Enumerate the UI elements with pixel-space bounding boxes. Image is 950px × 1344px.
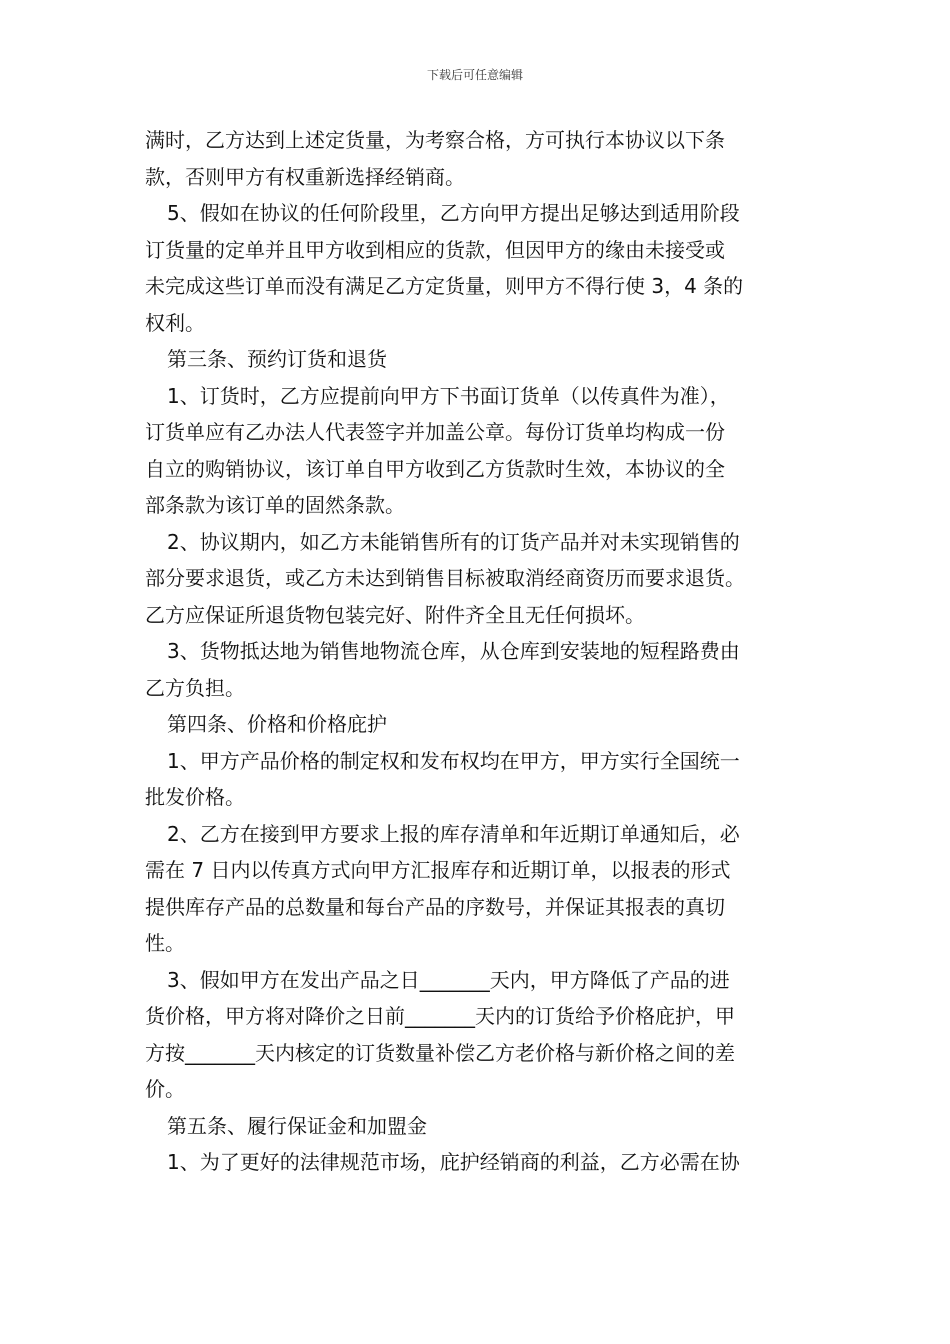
text-line: 部分要求退货，或乙方未达到销售目标被取消经商资历而要求退货。 <box>145 566 745 590</box>
text-line: 需在 7 日内以传真方式向甲方汇报库存和近期订单，以报表的形式 <box>145 858 731 882</box>
text-line: 批发价格。 <box>145 785 245 809</box>
clause-item: 1、订货时，乙方应提前向甲方下书面订货单（以传真件为准）， <box>167 383 730 408</box>
text-line: 方按_______天内核定的订货数量补偿乙方老价格与新价格之间的差 <box>145 1040 735 1065</box>
page-header-note: 下载后可任意编辑 <box>426 68 523 82</box>
clause-item: 2、协议期内，如乙方未能销售所有的订货产品并对未实现销售的 <box>167 529 740 554</box>
clause-item: 2、乙方在接到甲方要求上报的库存清单和年近期订单通知后，必 <box>167 821 740 846</box>
text-line: 乙方负担。 <box>145 675 245 700</box>
clause-item: 1、为了更好的法律规范市场，庇护经销商的利益，乙方必需在协 <box>167 1150 740 1174</box>
section-heading: 第五条、履行保证金和加盟金 <box>167 1113 427 1138</box>
text-line: 乙方应保证所退货物包装完好、附件齐全且无任何损坏。 <box>145 602 645 627</box>
text-line: 款，否则甲方有权重新选择经销商。 <box>145 164 465 189</box>
text-line: 未完成这些订单而没有满足乙方定货量，则甲方不得行使 3，4 条的 <box>145 274 744 298</box>
text-line: 满时，乙方达到上述定货量，为考察合格，方可执行本协议以下条 <box>145 128 725 152</box>
text-line: 订货单应有乙办法人代表签字并加盖公章。每份订货单均构成一份 <box>145 420 725 444</box>
text-line: 订货量的定单并且甲方收到相应的货款，但因甲方的缘由未接受或 <box>145 237 725 262</box>
text-line: 货价格，甲方将对降价之日前_______天内的订货给予价格庇护，甲 <box>145 1004 735 1028</box>
text-line: 价。 <box>145 1077 185 1101</box>
section-heading: 第四条、价格和价格庇护 <box>167 712 387 736</box>
text-line: 权利。 <box>145 310 205 335</box>
text-line: 提供库存产品的总数量和每台产品的序数号，并保证其报表的真切 <box>145 894 725 919</box>
clause-item: 3、假如甲方在发出产品之日_______天内，甲方降低了产品的进 <box>167 967 730 992</box>
section-heading: 第三条、预约订货和退货 <box>167 347 387 371</box>
text-line: 部条款为该订单的固然条款。 <box>145 493 405 517</box>
clause-item: 1、甲方产品价格的制定权和发布权均在甲方，甲方实行全国统一 <box>167 748 740 773</box>
text-line: 自立的购销协议，该订单自甲方收到乙方货款时生效，本协议的全 <box>145 456 725 481</box>
text-line: 性。 <box>145 931 185 955</box>
clause-item: 3、货物抵达地为销售地物流仓库，从仓库到安装地的短程路费由 <box>167 639 740 663</box>
document-body <box>145 122 825 1181</box>
clause-item: 5、假如在协议的任何阶段里，乙方向甲方提出足够达到适用阶段 <box>167 201 740 225</box>
